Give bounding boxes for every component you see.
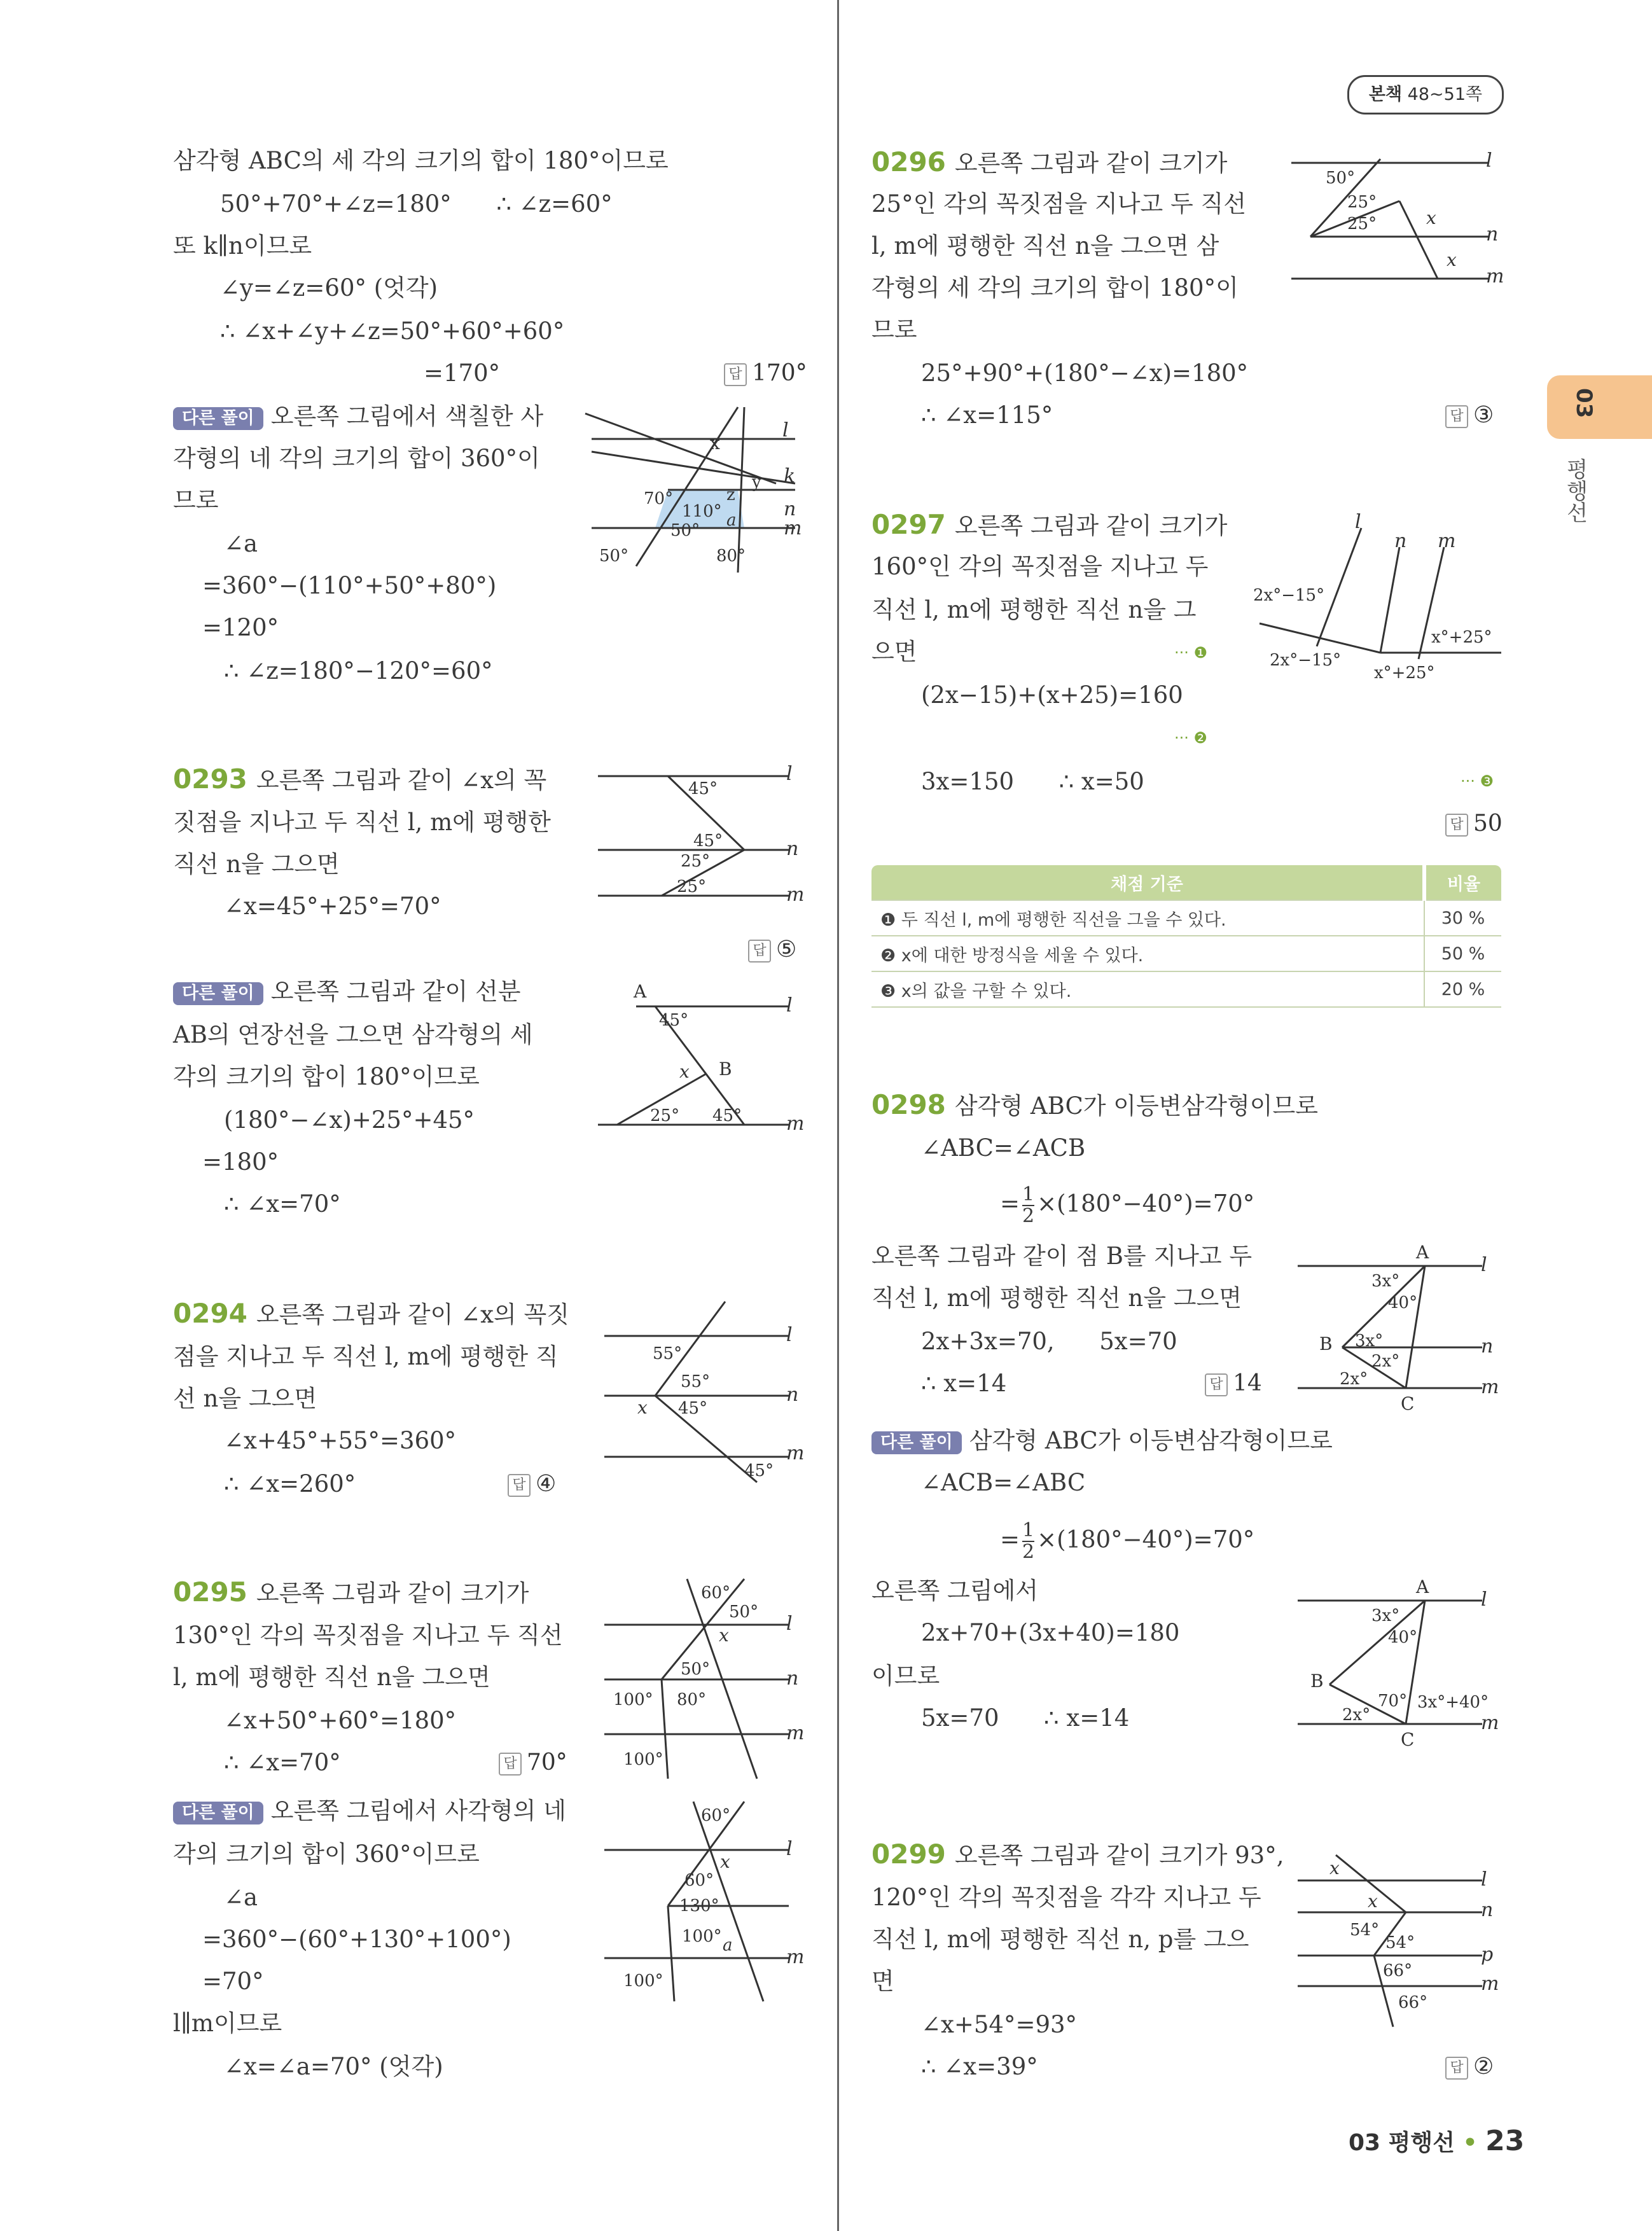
label: x [1368,1891,1378,1912]
text-line: (2x−15)+(x+25)=160 [921,681,1183,709]
label: 130° [679,1896,719,1915]
text-line: AB의 연장선을 그으면 삼각형의 세 [173,1021,533,1048]
problem-0294: 0294 오른쪽 그림과 같이 ∠x의 꼭짓 [173,1298,569,1329]
label: 2x° [1340,1370,1368,1389]
label: 54° [1350,1921,1380,1940]
label: m [1481,1712,1499,1734]
label: 80° [677,1690,707,1709]
answer: 답 ④ [508,1468,556,1500]
answer-icon: 답 [748,940,771,963]
text-line: 3x=150 ∴ x=50 [921,768,1144,795]
text-line: 120°인 각의 꼭짓점을 각각 지나고 두 [871,1884,1261,1911]
label: 2x°−15° [1253,586,1325,605]
answer-icon: 답 [499,1753,522,1776]
figure-0296 [1285,144,1514,296]
figure-0295-alt [598,1798,814,2008]
problem-number: 0297 [871,509,946,540]
text-line: 오른쪽 그림과 같이 점 B를 지나고 두 [871,1242,1253,1270]
figure-0298-alt [1291,1571,1514,1756]
label: y [752,473,761,492]
alt-solution-line: 다른 풀이 오른쪽 그림에서 사각형의 네 [173,1795,566,1827]
badge-pages: 48~51쪽 [1407,85,1483,104]
text-line: 직선 l, m에 평행한 직선 n, p를 그으 [871,1926,1249,1953]
answer-icon: 답 [1445,405,1468,428]
text-line: ∠x+45°+55°=360° [224,1427,457,1454]
column-divider [837,0,839,2231]
answer-icon: 답 [1205,1373,1228,1396]
table-row: ❸ x의 값을 구할 수 있다. 20 % [871,971,1501,1007]
table-row: ❶ 두 직선 l, m에 평행한 직선을 그을 수 있다. 30 % [871,900,1501,936]
label: x [679,1061,690,1082]
text-line: =170° [424,359,501,387]
text-line: ∴ ∠x=115° [921,401,1053,429]
figure-0299 [1291,1842,1514,2033]
alt-solution-line: 다른 풀이 오른쪽 그림과 같이 선분 [173,976,520,1008]
answer: 답 ② [1445,2051,1494,2083]
problem-0297: 0297 오른쪽 그림과 같이 크기가 [871,509,1228,540]
page-range-badge [1347,75,1504,115]
text-line: (180°−∠x)+25°+45° [224,1106,475,1134]
page-number: 23 [1485,2125,1525,2157]
ratio-header: 비율 [1424,865,1501,900]
text-line: 각의 크기의 합이 360°이므로 [173,1840,480,1868]
text-line: =360°−(110°+50°+80°) [202,572,497,599]
label: 3x°+40° [1417,1693,1489,1712]
text-line: 각의 크기의 합이 180°이므로 [173,1063,480,1090]
label: a [723,1936,733,1955]
text-line: 직선 l, m에 평행한 직선 n을 그으면 [871,1284,1242,1312]
figure-0293-alt [598,973,814,1139]
label: a [726,511,737,530]
figure-0293 [598,761,814,914]
problem-number: 0298 [871,1089,946,1120]
step-mark: ··· ❸ [1461,772,1494,790]
problem-number: 0294 [173,1298,247,1329]
label: m [786,884,805,906]
text-line: =180° [202,1148,279,1176]
text-line: 직선 l, m에 평행한 직선 n을 그 [871,596,1197,623]
label: 54° [1385,1933,1415,1952]
line-transversal-1 [585,414,776,483]
answer: 답 ③ [1445,400,1494,431]
text-line: ∴ ∠x=70° [224,1190,341,1218]
text-line: ∠x=45°+25°=70° [224,893,441,920]
label: 55° [681,1372,711,1391]
label: 60° [684,1871,714,1890]
alt-solution-tag: 다른 풀이 [173,407,263,430]
label: l [786,1613,793,1635]
problem-number: 0295 [173,1576,247,1608]
label: 66° [1383,1961,1413,1980]
label: m [786,1722,805,1744]
label: 50° [681,1660,711,1679]
text-line: =70° [202,1968,264,1995]
label: 25° [677,877,707,896]
label: 25° [681,852,711,871]
label: x [1447,249,1457,270]
text-line: ∠y=∠z=60° (엇각) [220,274,438,302]
label: n [1481,1335,1494,1358]
text-line: 면 [871,1968,894,1995]
label: 25° [1347,193,1377,212]
label: m [786,1946,805,1968]
label: B [1319,1333,1333,1354]
text-line: 으면 [871,638,917,665]
label: 50° [729,1602,759,1622]
label: 60° [701,1806,731,1825]
label: n [1481,1899,1494,1921]
label: l [1481,1868,1487,1891]
text-line: ∴ ∠x=260° [224,1470,356,1498]
answer: 답 170° [724,358,807,389]
text-line: ∠x=∠a=70° (엇각) [224,2053,443,2080]
label: A [1416,1242,1429,1263]
label: l [786,1324,793,1346]
label: 50° [599,546,629,566]
label: 3x° [1355,1331,1384,1351]
problem-0295: 0295 오른쪽 그림과 같이 크기가 [173,1576,529,1608]
figure-0298 [1291,1241,1514,1419]
step-mark: ··· ❶ [1174,644,1208,662]
answer-icon: 답 [1445,814,1468,837]
label: 45° [659,1011,689,1030]
alt-solution-tag: 다른 풀이 [173,982,263,1005]
text-line: 므로 [173,487,219,514]
text-line: = $\frac{1}{2}$ ×(180°−40°)=70° [1000,1183,1255,1227]
label: 45° [693,831,723,851]
criteria-header: 채점 기준 [871,865,1424,900]
label: 40° [1388,1293,1418,1312]
label: m [1438,530,1456,552]
problem-0299: 0299 오른쪽 그림과 같이 크기가 93°, [871,1838,1284,1870]
label: 60° [701,1583,731,1602]
label: 70° [1378,1692,1408,1711]
label: p [1481,1943,1494,1966]
text-line: 삼각형 ABC의 세 각의 크기의 합이 180°이므로 [173,147,669,174]
answer-icon: 답 [1445,2057,1468,2080]
text-line: l, m에 평행한 직선 n을 그으면 [173,1664,490,1691]
label: 2x° [1371,1352,1400,1371]
label: k [784,465,796,487]
text-line: 130°인 각의 꼭짓점을 지나고 두 직선 [173,1622,563,1649]
text-line: 짓점을 지나고 두 직선 l, m에 평행한 [173,809,551,836]
problem-number: 0296 [871,146,946,177]
text-line: =360°−(60°+130°+100°) [202,1926,511,1953]
label: x [1426,207,1436,228]
text-line: 50°+70°+∠z=180° ∴ ∠z=60° [220,190,613,218]
text-line: l∥m이므로 [173,2010,282,2037]
label: 2x° [1342,1706,1371,1725]
label: 55° [653,1344,683,1363]
badge-label: 본책 [1368,85,1403,104]
alt-solution-line: 다른 풀이 삼각형 ABC가 이등변삼각형이므로 [871,1425,1333,1457]
problem-0298: 0298 삼각형 ABC가 이등변삼각형이므로 [871,1089,1318,1120]
text-line: ∠ABC=∠ACB [921,1134,1086,1162]
label: 25° [1347,214,1377,233]
answer: 답 14 [1205,1368,1262,1400]
problem-0296: 0296 오른쪽 그림과 같이 크기가 [871,146,1228,177]
label: 2x°−15° [1270,651,1342,670]
line-transversal-2 [636,407,738,566]
label: 110° [682,502,722,521]
text-line: ∠x+50°+60°=180° [224,1707,457,1734]
label: 45° [744,1461,774,1480]
text-line: 160°인 각의 꼭짓점을 지나고 두 [871,553,1209,580]
label: l [786,1838,793,1860]
label: l [1481,1254,1487,1276]
label: n [784,498,796,520]
label: x [710,433,720,454]
chapter-side-tab [1547,375,1652,439]
label: n [786,1667,799,1690]
text-line: ∠x+54°=93° [921,2011,1078,2038]
label: A [634,981,647,1002]
label: C [1401,1729,1415,1750]
text-line: 각형의 네 각의 크기의 합이 360°이 [173,445,540,472]
label: n [1486,223,1499,246]
text-line: = $\frac{1}{2}$ ×(180°−40°)=70° [1000,1519,1255,1563]
label: B [1310,1671,1324,1692]
fraction: $\frac{1}{2}$ [1022,1519,1035,1563]
label: m [1481,1376,1499,1398]
text-line: 25°인 각의 꼭짓점을 지나고 두 직선 [871,190,1247,218]
label: n [1394,530,1407,552]
text-line: 2x+70+(3x+40)=180 [921,1619,1180,1646]
alt-solution-tag: 다른 풀이 [871,1431,962,1454]
problem-number: 0299 [871,1838,946,1870]
label: m [1481,1973,1499,1995]
answer: 답 70° [499,1747,567,1779]
label: 25° [650,1106,680,1125]
label: l [1486,149,1492,172]
label: C [1401,1393,1415,1414]
text-line: 점을 지나고 두 직선 l, m에 평행한 직 [173,1343,559,1370]
label: m [786,1113,805,1135]
label: m [1486,265,1504,288]
footer-chapter: 03 평행선 [1349,2130,1455,2156]
side-tab-chapter: 03 [1571,388,1597,419]
text-line: 선 n을 그으면 [173,1385,317,1412]
grading-criteria-table [871,865,1501,1008]
fraction: $\frac{1}{2}$ [1022,1183,1035,1227]
text-line: 므로 [871,316,917,344]
label: 45° [712,1106,742,1125]
label: l [1355,511,1361,533]
text-line: ∴ ∠z=180°−120°=60° [224,657,493,685]
figure-0295 [598,1575,814,1785]
answer: 답 ⑤ [748,934,796,966]
label: n [786,1384,799,1406]
problem-0293: 0293 오른쪽 그림과 같이 ∠x의 꼭 [173,763,547,795]
alt-solution-tag: 다른 풀이 [173,1802,263,1824]
label: l [786,763,793,785]
alt-solution-line: 다른 풀이 오른쪽 그림에서 색칠한 사 [173,401,543,433]
label: 3x° [1371,1272,1400,1291]
label: 100° [682,1927,722,1946]
text-line: ∴ ∠x+∠y+∠z=50°+60°+60° [220,317,565,345]
text-line: ∴ ∠x=70° [224,1749,341,1776]
text-line: 이므로 [871,1662,940,1690]
label: 50° [670,521,700,540]
label: 3x° [1371,1606,1400,1625]
label: 100° [623,1750,663,1769]
label: 45° [688,779,718,798]
label: x°+25° [1431,628,1492,647]
answer-icon: 답 [724,363,747,386]
step-mark: ··· ❷ [1174,729,1208,747]
label: 50° [1326,169,1356,188]
page-footer [1349,2125,1524,2157]
text-line: 각형의 세 각의 크기의 합이 180°이 [871,274,1239,302]
side-tab-title: 평행선 [1562,458,1588,523]
problem-number: 0293 [173,763,247,795]
figure-0294 [598,1298,814,1489]
label: x [1329,1858,1340,1879]
label: l [1481,1588,1487,1611]
label: m [786,1442,805,1464]
label: n [786,838,799,860]
text-line: 5x=70 ∴ x=14 [921,1704,1130,1732]
label: A [1416,1576,1429,1597]
text-line: 2x+3x=70, 5x=70 [921,1328,1177,1355]
label: 45° [678,1399,708,1418]
label: 70° [644,489,674,508]
text-line: 직선 n을 그으면 [173,851,340,878]
text-line: ∴ ∠x=39° [921,2053,1038,2080]
table-row: ❷ x에 대한 방정식을 세울 수 있다. 50 % [871,936,1501,971]
label: B [719,1059,732,1080]
text-line: l, m에 평행한 직선 n을 그으면 삼 [871,232,1219,260]
footer-separator: • [1462,2130,1478,2156]
text-line: 또 k∥n이므로 [173,232,312,260]
label: 66° [1398,1993,1428,2012]
label: m [784,517,802,539]
label: l [786,994,793,1017]
label: 80° [716,546,746,566]
text-line: 25°+90°+(180°−∠x)=180° [921,359,1249,387]
text-line: ∠a [224,530,258,557]
text-line: ∴ x=14 [921,1370,1007,1397]
text-line: 오른쪽 그림에서 [871,1577,1038,1604]
label: x [719,1625,729,1646]
label: x [637,1397,648,1418]
label: 100° [623,1971,663,1991]
label: 40° [1388,1628,1418,1647]
label: z [726,485,735,504]
label: x [720,1851,730,1872]
label: l [782,419,789,441]
label: x°+25° [1374,664,1435,683]
answer: 답 50 [1445,808,1503,840]
text-line: =120° [202,614,279,641]
text-line: ∠ACB=∠ABC [921,1469,1086,1496]
label: 100° [613,1690,653,1709]
text-line: ∠a [224,1884,258,1911]
answer-icon: 답 [508,1474,531,1497]
figure-alt-quadrilateral [585,401,814,585]
figure-0297 [1247,511,1514,693]
